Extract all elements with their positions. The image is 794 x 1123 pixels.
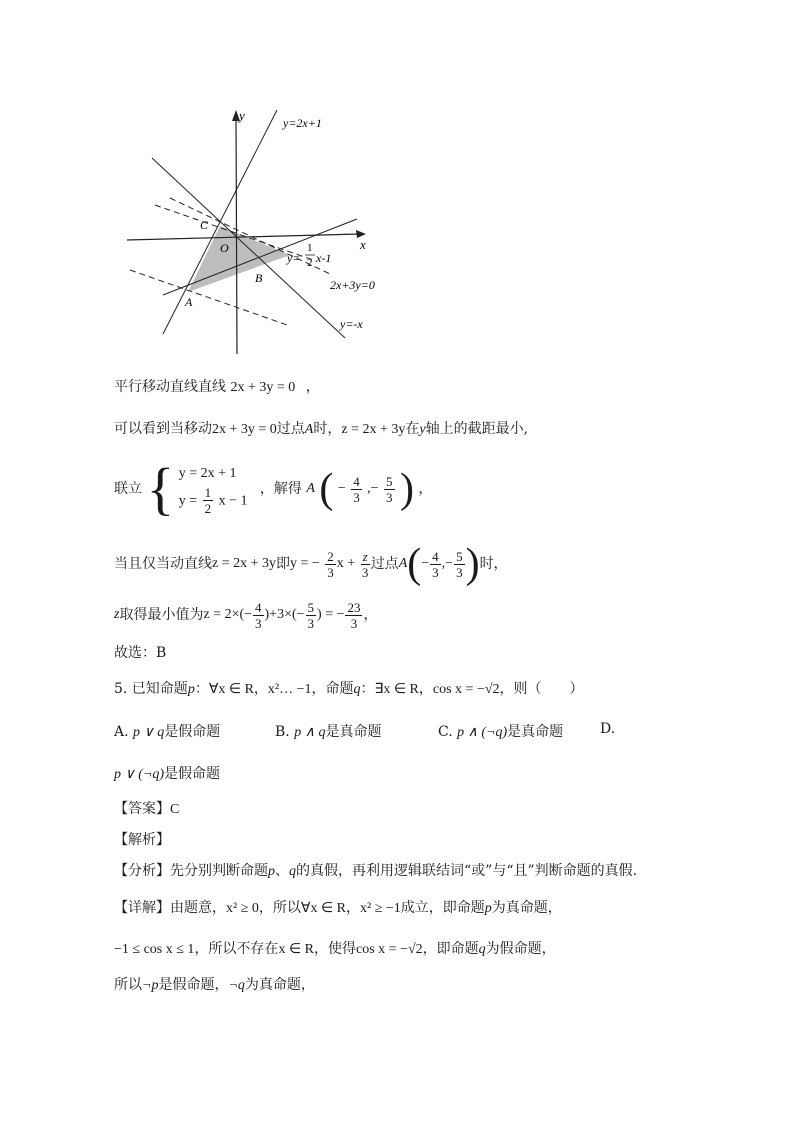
point-a-label: A xyxy=(185,295,193,309)
option-b-text: 是真命题 xyxy=(325,724,382,740)
left-paren-2: ( xyxy=(407,541,422,587)
detail-2-text-3: ，即命题 xyxy=(422,941,479,957)
line-4-math-2: y = − xyxy=(290,556,320,571)
fraction-5-3-c-den: 3 xyxy=(307,615,315,631)
detail-p: p xyxy=(484,901,492,916)
fraction-2-3 xyxy=(325,549,336,580)
fraction-5-3-den: 3 xyxy=(386,489,393,505)
fenxi-tag: 【分析】 xyxy=(114,863,170,879)
q5-option-c[interactable] xyxy=(438,721,563,741)
q5-option-d[interactable] xyxy=(114,763,220,783)
q5-cond-2: ∃x ∈ R，cos x = −√2 xyxy=(374,682,500,697)
fraction-z-3-num: z xyxy=(362,548,368,564)
fraction-4-3-c-num: 4 xyxy=(255,599,262,615)
fraction-4-3-c xyxy=(253,600,264,631)
fenxi-p: p xyxy=(268,864,275,879)
line-4-point-a: A xyxy=(398,556,408,571)
line-5 xyxy=(114,595,377,635)
comma-minus-2: ,− xyxy=(441,556,454,571)
y-axis xyxy=(236,117,237,354)
equation-2-right: x − 1 xyxy=(218,493,248,508)
line-label-2x-plus-1: y=2x+1 xyxy=(283,116,322,130)
detail-3-text-3: 为真命题， xyxy=(244,977,315,993)
answer-tag: 【答案】 xyxy=(114,801,170,817)
x-axis-label: x xyxy=(360,237,366,252)
minus-1: − xyxy=(337,481,346,496)
line-4-text-4: 时， xyxy=(479,556,508,572)
fraction-5-3-b xyxy=(454,549,465,580)
detail-2-math-3: cos x = −√2 xyxy=(355,942,423,957)
q5-cond-1: ∀x ∈ R，x²… −1 xyxy=(208,682,312,697)
detail-2-q: q xyxy=(478,942,486,957)
line-label-neg-x: y=-x xyxy=(340,317,363,331)
q5-prefix: 5. 已知命题 xyxy=(114,681,188,697)
line-1-end: ， xyxy=(305,379,320,395)
fraction-2-3-num: 2 xyxy=(327,548,334,564)
line-2-y: y xyxy=(419,422,426,437)
fraction-4-3-b xyxy=(430,549,441,580)
fraction-4-3-b-den: 3 xyxy=(432,564,439,580)
coordinate-graph xyxy=(0,0,794,370)
fraction-23-3-den: 3 xyxy=(350,615,358,631)
option-a-text: 是假命题 xyxy=(164,724,221,740)
fraction-5-3-c-num: 5 xyxy=(307,599,315,615)
q5-p: p xyxy=(187,682,195,697)
option-c-math: p ∧ (¬q) xyxy=(457,725,508,740)
option-a-math: p ∨ q xyxy=(133,725,165,740)
line-2-text-1: 可以看到当移动 xyxy=(114,421,212,437)
fraction-z-3 xyxy=(361,549,370,580)
q5-stem xyxy=(114,679,584,700)
analysis-heading xyxy=(114,830,170,850)
option-d-text: 是假命题 xyxy=(164,766,221,782)
line-3-text-1: 联立 xyxy=(114,481,142,497)
option-c-text: 是真命题 xyxy=(507,724,564,740)
line-2 xyxy=(114,419,528,440)
option-c-label: C. xyxy=(438,724,453,740)
right-paren-2: ) xyxy=(465,541,480,587)
fraction-4-3-c-den: 3 xyxy=(255,615,262,631)
q5-colon-2: ： xyxy=(360,681,375,697)
line-2-text-3: 时， xyxy=(313,421,342,437)
fraction-2-3-den: 3 xyxy=(327,564,334,580)
option-b-math: p ∧ q xyxy=(294,725,326,740)
fenxi-line xyxy=(114,861,637,882)
equation-2-left: y = xyxy=(178,493,198,508)
q5-option-b[interactable] xyxy=(275,721,381,741)
fraction-half-den: 2 xyxy=(204,500,212,516)
line-label-half-den: 2 xyxy=(307,257,313,269)
answer-value: C xyxy=(170,802,180,817)
fraction-z-3-den: 3 xyxy=(361,564,369,580)
analysis-tag: 【解析】 xyxy=(114,832,170,848)
line-5-end: ， xyxy=(363,607,378,623)
answer-line xyxy=(114,799,179,820)
detail-2-text-2: ，使得 xyxy=(313,941,356,957)
right-paren: ) xyxy=(399,466,414,512)
detail-3-math-1: ¬p xyxy=(142,978,159,993)
origin-label: O xyxy=(220,241,229,255)
detail-tag: 【详解】 xyxy=(114,900,170,916)
line-4-text-3: 过点 xyxy=(370,556,399,572)
detail-3-math-2: ¬q xyxy=(228,978,245,993)
detail-3-text-1: 所以 xyxy=(114,977,142,993)
detail-2-math-1: −1 ≤ cos x ≤ 1 xyxy=(114,942,195,957)
line-3-system xyxy=(114,456,433,521)
q5-q: q xyxy=(353,682,361,697)
line-6-choice xyxy=(114,643,166,663)
line-6-text: 故选：B xyxy=(114,645,167,661)
detail-text-4: 为真命题， xyxy=(491,900,562,916)
line-1-math: 2x + 3y = 0 xyxy=(230,380,296,395)
detail-2-text-1: ，所以不存在 xyxy=(194,941,279,957)
point-b-label: B xyxy=(255,271,263,285)
line-4-text-2: 即 xyxy=(276,556,291,572)
detail-line-2 xyxy=(114,939,556,960)
fenxi-text-1: 先分别判断命题 xyxy=(170,863,268,879)
fraction-4-3 xyxy=(351,474,362,505)
fraction-5-3-num: 5 xyxy=(386,473,393,489)
fraction-5-3 xyxy=(384,474,395,505)
fraction-5-3-b-num: 5 xyxy=(456,548,463,564)
comma-minus: ,− xyxy=(367,481,379,496)
line-5-math-2: )+3×(− xyxy=(264,607,305,622)
y-axis-label: y xyxy=(239,108,245,123)
line-label-2x-3y: 2x+3y=0 xyxy=(330,278,375,292)
option-b-label: B. xyxy=(275,724,290,740)
line-2-text-5: 轴上的截距最小, xyxy=(425,421,529,437)
line-2-point-a: A xyxy=(304,422,314,437)
fraction-4-3-b-num: 4 xyxy=(432,548,439,564)
line-5-text: 取得最小值为 xyxy=(119,607,204,623)
point-c-label: C xyxy=(200,218,209,232)
fraction-23-3-num: 23 xyxy=(347,599,361,615)
detail-line-1 xyxy=(114,898,562,919)
option-d-math: p ∨ (¬q) xyxy=(114,767,165,782)
line-1-text: 平行移动直线直线 xyxy=(114,379,226,395)
q5-mid: ，命题 xyxy=(311,681,354,697)
q5-option-a[interactable] xyxy=(114,721,220,741)
equation-system xyxy=(179,463,248,516)
fraction-4-3-num: 4 xyxy=(353,473,360,489)
line-4 xyxy=(114,542,508,586)
minus-2: − xyxy=(421,556,430,571)
detail-2-text-4: 为假命题， xyxy=(485,941,556,957)
fenxi-text-3: 的真假，再利用逻辑联结词“或”与“且”判断命题的真假. xyxy=(296,863,638,879)
left-paren: ( xyxy=(319,466,334,512)
equation-1: y = 2x + 1 xyxy=(178,465,237,481)
detail-text-2: ，所以 xyxy=(258,900,301,916)
line-2-math-2: z = 2x + 3y xyxy=(341,422,406,437)
line-2-text-4: 在 xyxy=(405,421,420,437)
option-a-label: A. xyxy=(114,724,129,740)
fraction-half-num: 1 xyxy=(204,484,212,500)
fraction-5-3-b-den: 3 xyxy=(456,564,463,580)
fraction-half xyxy=(203,485,214,516)
fenxi-text-2: 、 xyxy=(275,863,289,879)
q5-option-d-label[interactable] xyxy=(600,721,615,737)
line-label-half-prefix: y= xyxy=(287,251,301,265)
fraction-5-3-c xyxy=(306,600,317,631)
line-5-z: z xyxy=(114,607,120,622)
line-1 xyxy=(114,377,320,398)
line-3-text-2: ，解得 xyxy=(259,481,302,497)
fenxi-q: q xyxy=(289,864,296,879)
q5-colon-1: ： xyxy=(194,681,209,697)
option-d-label: D. xyxy=(600,721,616,737)
line-4-text-1: 当且仅当动直线 xyxy=(114,556,212,572)
fraction-23-3 xyxy=(345,600,362,631)
detail-text-1: 由题意， xyxy=(170,900,226,916)
line-4-math-1: z = 2x + 3y xyxy=(212,556,277,571)
fraction-4-3-den: 3 xyxy=(353,489,360,505)
left-brace: { xyxy=(146,456,175,521)
detail-3-text-2: 是假命题， xyxy=(158,977,229,993)
detail-2-math-2: x ∈ R xyxy=(278,942,314,957)
line-5-math-1: z = 2×(− xyxy=(203,607,253,622)
line-2-math-1: 2x + 3y = 0 xyxy=(212,422,277,437)
detail-math-1: x² ≥ 0 xyxy=(226,901,259,916)
q5-end: ，则（ ） xyxy=(499,681,584,697)
line-3-point-a: A xyxy=(306,481,315,496)
line-2-text-2: 过点 xyxy=(276,421,305,437)
line-3-end: ， xyxy=(418,481,433,497)
line-4-math-3: x + xyxy=(336,556,356,571)
line-label-half-num: 1 xyxy=(307,242,313,254)
equation-2 xyxy=(179,485,248,516)
line-label-half-suffix: x-1 xyxy=(316,251,332,265)
detail-math-2: ∀x ∈ R，x² ≥ −1 xyxy=(300,901,401,916)
detail-line-3 xyxy=(114,975,315,996)
line-5-math-3: ) = − xyxy=(317,607,345,622)
detail-text-3: 成立，即命题 xyxy=(400,900,485,916)
